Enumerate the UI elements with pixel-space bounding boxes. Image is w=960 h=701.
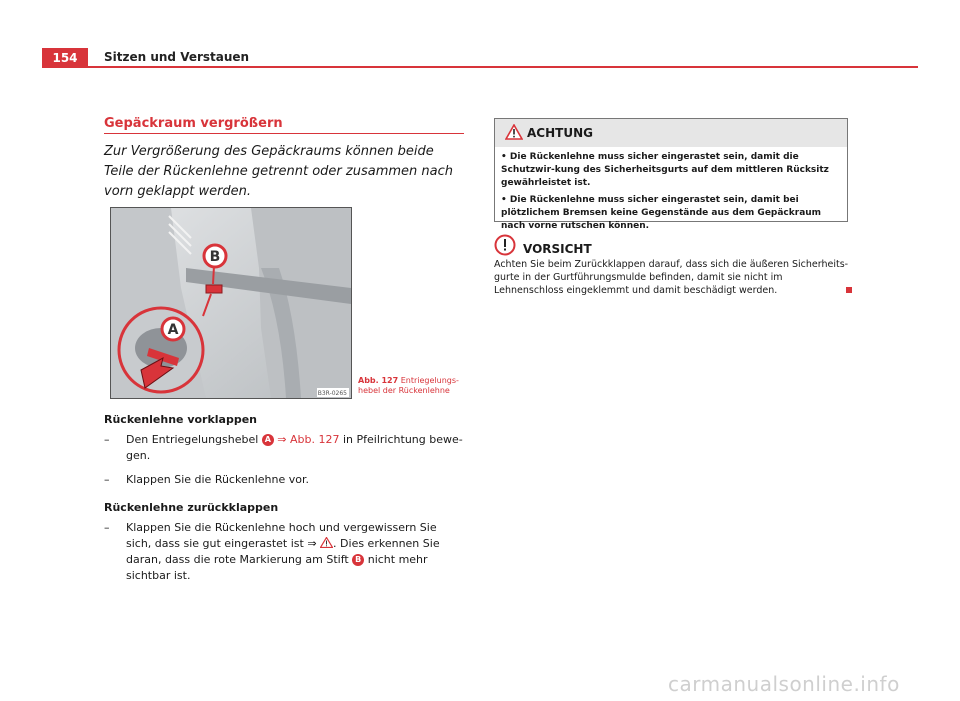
warning-item: • Die Rückenlehne muss sicher eingerastet sein, damit die Schutzwir-kung des Sicherheitsgurts auf dem mittleren Rücksitz gewährleistet ist. xyxy=(501,152,829,188)
warning-box xyxy=(494,118,848,231)
figure-caption-number: Abb. 127 xyxy=(358,376,399,385)
step-text: in Pfeilrichtung bewe-gen. xyxy=(126,433,463,462)
step-fold-forward-2 xyxy=(104,472,464,488)
figure-label-a: A xyxy=(167,322,179,338)
warning-item: • Die Rückenlehne muss sicher eingerastet sein, damit bei plötzlichem Bremsen keine Gegenstände aus dem Gepäckraum nach vorne rutschen können. xyxy=(501,195,822,231)
caution-icon xyxy=(494,234,516,256)
figure-label-b: B xyxy=(209,249,221,265)
header-rule xyxy=(88,66,918,68)
caution-text: Achten Sie beim Zurückklappen darauf, dass sich die äußeren Sicherheits-gurte in der Gurtführungsmulde befinden, damit sie nicht im Lehnenschloss eingeklemmt und damit beschädigt werden. xyxy=(494,259,849,296)
figure-code: B3R-0265 xyxy=(317,390,347,397)
warning-triangle-icon xyxy=(505,124,523,140)
page-heading: Gepäckraum vergrößern xyxy=(104,116,283,131)
subheading-fold-back: Rückenlehne zurückklappen xyxy=(104,501,279,514)
warning-box-header xyxy=(495,119,847,147)
step-text: Klappen Sie die Rückenlehne hoch und vergewissern Sie sich, dass sie gut eingerastet ist ⇒ xyxy=(126,521,437,550)
section-title: Sitzen und Verstauen xyxy=(104,50,250,64)
caution-title: VORSICHT xyxy=(523,242,592,256)
step-fold-forward-1 xyxy=(104,432,464,464)
watermark: carmanualsonline.info xyxy=(668,672,900,696)
step-text: . Dies erkennen Sie daran, dass die rote Markierung am Stift xyxy=(126,537,440,566)
bullet-dash: – xyxy=(104,433,110,446)
step-text: Klappen Sie die Rückenlehne vor. xyxy=(126,473,309,486)
ref-letter-b: B xyxy=(352,554,364,566)
subheading-fold-forward: Rückenlehne vorklappen xyxy=(104,413,258,426)
step-text: Den Entriegelungshebel xyxy=(126,433,259,446)
intro-text: Zur Vergrößerung des Gepäckraums können beide Teile der Rückenlehne getrennt oder zusammen nach vorn geklappt werden. xyxy=(104,144,453,199)
heading-rule xyxy=(104,133,464,134)
page-number: 154 xyxy=(42,48,88,68)
warning-icon[interactable] xyxy=(320,537,333,548)
figure-seat-release xyxy=(110,207,352,399)
seat-illustration xyxy=(111,208,351,398)
pin-marker xyxy=(206,285,222,293)
figure-caption-text: Entriegelungs-hebel der Rückenlehne xyxy=(358,376,459,395)
step-fold-back-1 xyxy=(104,520,464,584)
section-end-marker xyxy=(846,287,852,293)
step-text: nicht mehr sichtbar ist. xyxy=(126,553,428,582)
figure-link[interactable]: ⇒ Abb. 127 xyxy=(277,433,340,446)
warning-box-title: ACHTUNG xyxy=(527,126,593,140)
warning-box-body xyxy=(495,147,847,233)
bullet-dash: – xyxy=(104,521,110,534)
bullet-dash: – xyxy=(104,473,110,486)
figure-caption xyxy=(358,376,468,396)
ref-letter-a: A xyxy=(262,434,274,446)
